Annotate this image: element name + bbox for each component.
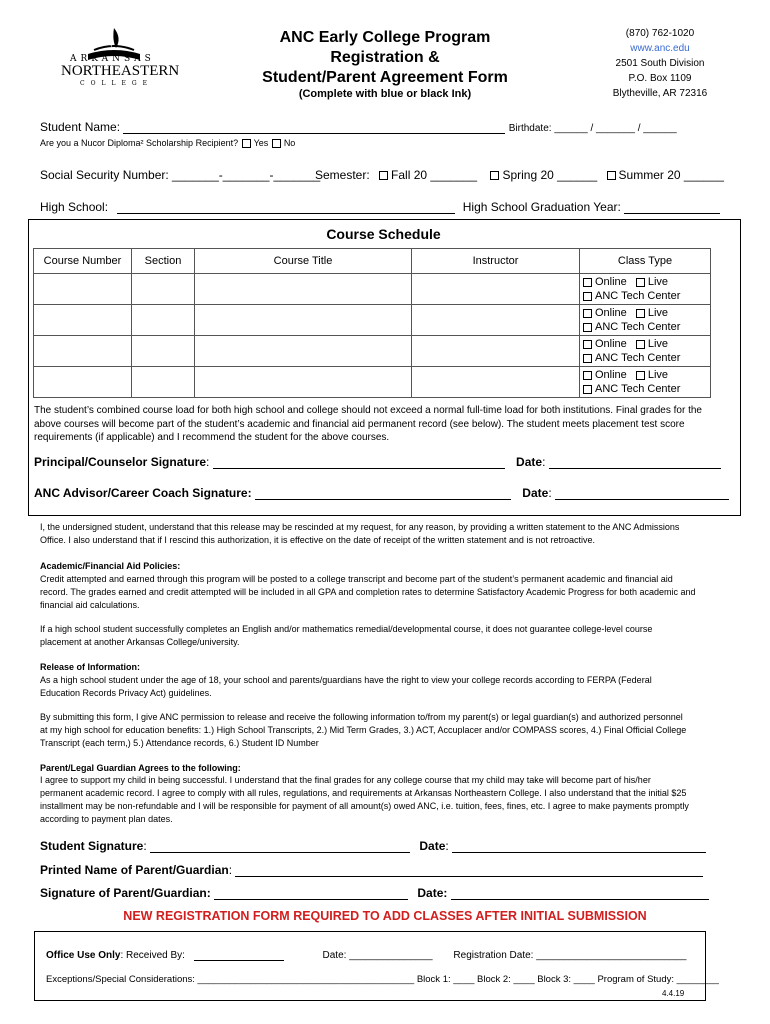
live-label: Live	[647, 276, 669, 288]
received-by-field[interactable]	[194, 960, 284, 961]
table-row	[34, 367, 711, 398]
advisor-signature-row: ANC Advisor/Career Coach Signature: Date:	[34, 486, 729, 500]
student-name-field[interactable]	[123, 133, 505, 134]
registration-notice: NEW REGISTRATION FORM REQUIRED TO ADD CLASSES AFTER INITIAL SUBMISSION	[123, 909, 647, 923]
section-cell[interactable]	[132, 274, 195, 305]
high-school-row	[40, 200, 720, 214]
ssn-field[interactable]: Social Security Number: _______-_______-_______	[40, 168, 321, 182]
grad-year-field[interactable]	[624, 213, 720, 214]
header-instructor: Instructor	[412, 249, 580, 274]
online-label: Online	[595, 369, 627, 381]
course-schedule-table	[33, 248, 711, 398]
online-checkbox[interactable]	[583, 278, 592, 287]
phone: (870) 762-1020	[625, 28, 695, 39]
course-title-cell[interactable]	[195, 336, 412, 367]
nucor-yes-checkbox[interactable]	[242, 139, 251, 148]
registration-date-field[interactable]: Registration Date: ___________________________	[453, 950, 687, 961]
principal-date-label: Date	[516, 455, 543, 469]
online-label: Online	[595, 276, 627, 288]
online-label: Online	[595, 307, 627, 319]
parent-signature-row	[40, 886, 709, 900]
advisor-date-field[interactable]	[555, 499, 729, 500]
title-line-1: ANC Early College Program	[279, 29, 491, 46]
received-by-label: : Received By:	[120, 950, 185, 961]
student-signature-label: Student Signature	[40, 839, 144, 853]
high-school-field[interactable]	[117, 213, 455, 214]
student-signature-field[interactable]	[150, 852, 410, 853]
form-title	[240, 28, 530, 88]
tech-center-label: ANC Tech Center	[595, 290, 681, 302]
spring-field[interactable]: Spring 20 ______	[502, 168, 598, 182]
course-title-cell[interactable]	[195, 367, 412, 398]
online-checkbox[interactable]	[583, 371, 592, 380]
block-fields[interactable]: Block 1: ____ Block 2: ____ Block 3: ____ Program of Study: ________	[416, 974, 719, 985]
section-cell[interactable]	[132, 336, 195, 367]
office-use-row-1	[46, 950, 686, 961]
academic-policies-paragraph: Credit attempted and earned through this program will be posted to a college transcript and become part of the student’s permanent academic and financial aid record. The grades earned and credit attempted will be included in all GPA and completion rates to determine Satisfactory Academic Progress for both academic and financial aid calculations.	[40, 574, 696, 610]
high-school-label: High School:	[40, 200, 109, 214]
header-course-title: Course Title	[195, 249, 412, 274]
parent-date-field[interactable]	[451, 899, 709, 900]
course-title-cell[interactable]	[195, 305, 412, 336]
course-number-cell[interactable]	[34, 305, 132, 336]
rescind-paragraph: I, the undersigned student, understand that this release may be rescinded at my request, for any reason, by providing a written statement to the ANC Admissions Office. I also understand that if I rescind this authorization, it is effective on the date of receipt of the written statement and is not retroactive.	[40, 522, 680, 545]
nucor-question: Are you a Nucor Diploma² Scholarship Recipient?	[40, 138, 239, 148]
ssn-row	[40, 168, 320, 182]
academic-policies-heading: Academic/Financial Aid Policies:	[40, 561, 181, 571]
form-version: 4.4.19	[662, 989, 685, 998]
nucor-yes-label: Yes	[253, 138, 269, 148]
student-date-label: Date	[419, 839, 446, 853]
live-checkbox[interactable]	[636, 278, 645, 287]
class-type-cell	[580, 274, 711, 305]
nucor-no-checkbox[interactable]	[272, 139, 281, 148]
principal-signature-label: Principal/Counselor Signature	[34, 455, 207, 469]
course-number-cell[interactable]	[34, 336, 132, 367]
contact-block	[570, 26, 750, 101]
instructor-cell[interactable]	[412, 336, 580, 367]
office-use-box	[34, 931, 706, 1001]
parent-signature-field[interactable]	[214, 899, 408, 900]
parent-agrees-heading: Parent/Legal Guardian Agrees to the following:	[40, 763, 241, 773]
semester-label: Semester:	[315, 168, 370, 182]
nucor-row	[40, 138, 295, 148]
address-line-2: P.O. Box 1109	[628, 73, 692, 84]
student-signature-row: Student Signature: Date:	[40, 839, 706, 853]
header-course-number: Course Number	[34, 249, 132, 274]
tech-center-checkbox[interactable]	[583, 292, 592, 301]
class-type-cell	[580, 305, 711, 336]
summer-field[interactable]: Summer 20 ______	[618, 168, 724, 182]
office-use-label: Office Use Only	[46, 950, 121, 961]
website-link[interactable]: www.anc.edu	[630, 43, 690, 54]
birthdate-field[interactable]: Birthdate: ______ / _______ / ______	[508, 123, 677, 134]
title-line-2: Registration &	[330, 49, 440, 66]
printed-name-label: Printed Name of Parent/Guardian	[40, 863, 229, 877]
principal-date-field[interactable]	[549, 468, 721, 469]
student-date-field[interactable]	[452, 852, 706, 853]
address-line-1: 2501 South Division	[615, 58, 705, 69]
table-row	[34, 305, 711, 336]
summer-checkbox[interactable]	[607, 171, 616, 180]
class-type-cell	[580, 336, 711, 367]
advisor-date-label: Date	[522, 486, 549, 500]
logo-line-1: ARKANSAS	[70, 54, 155, 64]
student-name-label: Student Name:	[40, 120, 121, 134]
course-number-cell[interactable]	[34, 274, 132, 305]
schedule-note: The student’s combined course load for both high school and college should not exceed a normal full-time load for both institutions. Final grades for the above courses will become part of the student’s academic and financial aid permanent record (see below). The student meets placement test score requirements (if applicable) and I recommend the student for the above courses.	[34, 405, 702, 443]
fall-checkbox[interactable]	[379, 171, 388, 180]
advisor-signature-field[interactable]	[255, 499, 511, 500]
spring-checkbox[interactable]	[490, 171, 499, 180]
parent-signature-label: Signature of Parent/Guardian:	[40, 886, 211, 900]
header-class-type: Class Type	[580, 249, 711, 274]
logo-line-3: COLLEGE	[80, 80, 154, 87]
logo-line-2: NORTHEASTERN	[61, 63, 180, 79]
parent-agrees-paragraph: I agree to support my child in being successful. I understand that the final grades for any college course that my child may take will become part of his/her permanent academic record. I agree to comply with all rules, regulations, and requirements at Arkansas Northeastern College. I also understand that the initial $25 installment may be non-refundable and I will be responsible for payment of all amount(s) owed ANC, i.e. tuition, fees, fines, etc. I agree to make payments promptly according to payment plan dates.	[40, 775, 689, 824]
live-checkbox[interactable]	[636, 371, 645, 380]
office-use-row-2	[46, 974, 719, 985]
form-subtitle: (Complete with blue or black Ink)	[298, 88, 472, 100]
course-number-cell[interactable]	[34, 367, 132, 398]
table-row	[34, 336, 711, 367]
nucor-no-label: No	[283, 138, 296, 148]
course-title-cell[interactable]	[195, 274, 412, 305]
live-label: Live	[647, 307, 669, 319]
fall-field[interactable]: Fall 20 _______	[391, 168, 478, 182]
tech-center-label: ANC Tech Center	[595, 321, 681, 333]
principal-signature-field[interactable]	[213, 468, 505, 469]
live-label: Live	[647, 369, 669, 381]
class-type-cell	[580, 367, 711, 398]
printed-name-field[interactable]	[235, 876, 703, 877]
permission-paragraph: By submitting this form, I give ANC permission to release and receive the following information to/from my parent(s) or legal guardian(s) and authorized personnel at my high school for education benefits: 1.) High School Transcripts, 2.) Mid Term Grades, 3.) ACT, Accuplacer and/or COMPASS scores, 4.) Final Official College Transcript (each term,) 5.) Attendance records, 6.) Student ID Number	[40, 712, 687, 748]
grad-year-label: High School Graduation Year:	[462, 200, 621, 214]
instructor-cell[interactable]	[412, 367, 580, 398]
advisor-signature-label: ANC Advisor/Career Coach Signature:	[34, 486, 252, 500]
live-checkbox[interactable]	[636, 309, 645, 318]
live-label: Live	[647, 338, 669, 350]
release-paragraph: As a high school student under the age of 18, your school and parents/guardians have the right to view your college records according to FERPA (Federal Education Records Privacy Act) guidelines.	[40, 675, 652, 698]
student-name-row	[40, 120, 677, 134]
tech-center-checkbox[interactable]	[583, 323, 592, 332]
section-cell[interactable]	[132, 305, 195, 336]
remedial-paragraph: If a high school student successfully completes an English and/or mathematics remedial/developmental course, it does not guarantee college-level course placement at another Arkansas College/university.	[40, 624, 653, 647]
release-heading: Release of Information:	[40, 662, 141, 672]
online-label: Online	[595, 338, 627, 350]
tech-center-label: ANC Tech Center	[595, 383, 681, 395]
online-checkbox[interactable]	[583, 340, 592, 349]
semester-row	[315, 168, 724, 182]
principal-signature-row: Principal/Counselor Signature: Date:	[34, 455, 721, 469]
parent-date-label: Date:	[417, 886, 448, 900]
tech-center-checkbox[interactable]	[583, 354, 592, 363]
address-city: Blytheville, AR 72316	[612, 88, 708, 99]
online-checkbox[interactable]	[583, 309, 592, 318]
printed-name-row: Printed Name of Parent/Guardian:	[40, 863, 703, 877]
title-line-3: Student/Parent Agreement Form	[262, 69, 508, 86]
course-schedule-title: Course Schedule	[326, 226, 441, 242]
table-row	[34, 274, 711, 305]
tech-center-checkbox[interactable]	[583, 385, 592, 394]
section-cell[interactable]	[132, 367, 195, 398]
tech-center-label: ANC Tech Center	[595, 352, 681, 364]
instructor-cell[interactable]	[412, 274, 580, 305]
office-date-field[interactable]: Date: _______________	[322, 950, 433, 961]
exceptions-field[interactable]: Exceptions/Special Considerations: _________________________________________	[46, 974, 415, 985]
header-section: Section	[132, 249, 195, 274]
instructor-cell[interactable]	[412, 305, 580, 336]
live-checkbox[interactable]	[636, 340, 645, 349]
